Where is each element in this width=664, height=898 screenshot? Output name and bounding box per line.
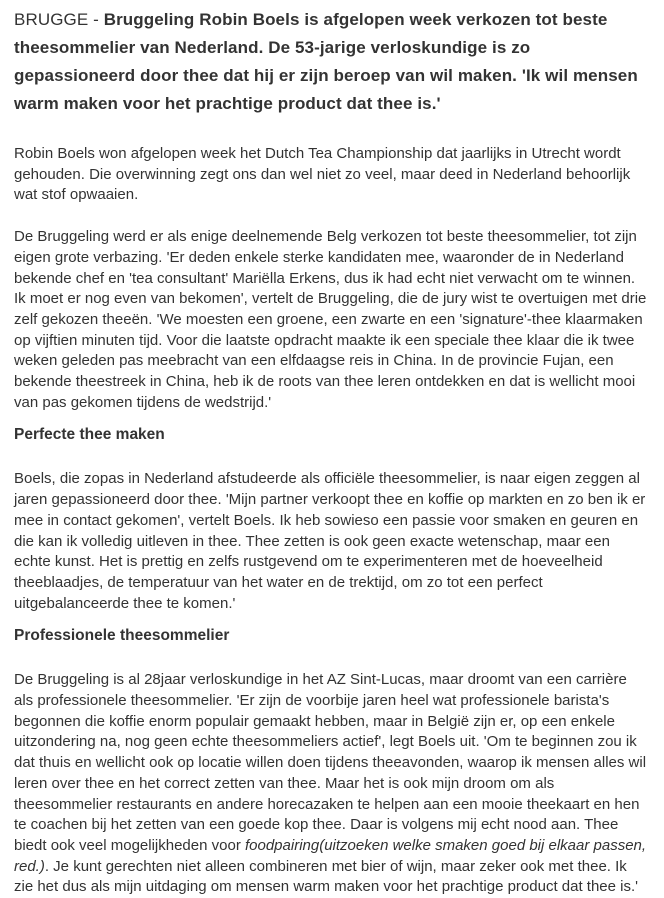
article-paragraph-4 xyxy=(14,670,650,898)
paragraph-4-text-after-italic: . Je kunt gerechten niet alleen combineren met bier of wijn, maar zeker ook met thee. Ik zie het dus als mijn uitdaging om mensen warm maken voor het prachtige product dat thee is.' xyxy=(14,857,639,896)
dateline: BRUGGE - xyxy=(14,10,104,29)
lede-text: Bruggeling Robin Boels is afgelopen week verkozen tot beste theesommelier van Nederland. De 53-jarige verloskundige is zo gepassioneerd door thee dat hij er zijn beroep van wil maken. 'Ik wil mensen warm maken voor het prachtige product dat thee is.' xyxy=(14,10,638,113)
section-heading-professionele-theesommelier: Professionele theesommelier xyxy=(14,627,230,645)
article-paragraph-1: Robin Boels won afgelopen week het Dutch Tea Championship dat jaarlijks in Utrecht wordt gehouden. Die overwinning zegt ons dan wel niet zo veel, maar deed in Nederland behoorlijk wat stof opwaaien. xyxy=(14,145,631,204)
section-heading-perfecte-thee-maken: Perfecte thee maken xyxy=(14,426,165,444)
article-paragraph-3: Boels, die zopas in Nederland afstudeerde als officiële theesommelier, is naar eigen zeggen al jaren gepassioneerd door thee. 'Mijn partner verkoopt thee en koffie op markten en zo ben ik er mee in contact gekomen', vertelt Boels. Ik heb sowieso een passie voor smaken en geuren en die kan ik volledig uitleven in thee. Thee zetten is ook geen exacte wetenschap, maar een echte kunst. Het is prettig en zelfs rustgevend om te experimenteren met de hoeveelheid theeblaadjes, de temperatuur van het water en de trektijd, om zo tot een perfect uitgebalanceerde thee te komen.' xyxy=(14,470,646,612)
paragraph-4-italic-foodpairing: foodpairing(uitzoeken welke smaken goed bij elkaar passen, red.) xyxy=(14,836,647,875)
article-paragraph-2: De Bruggeling werd er als enige deelnemende Belg verkozen tot beste theesommelier, tot zijn eigen grote verbazing. 'Er deden enkele sterke kandidaten mee, waaronder de in Nederland bekende chef en 'tea consultant' Mariëlla Erkens, dus ik had echt niet verwacht om te winnen. Ik moet er nog even van bekomen', vertelt de Bruggeling, die de jury wist te overtuigen met drie zelf gekozen theeën. 'We moesten een groene, een zwarte en een 'signature'-thee klaarmaken op vijftien minuten tijd. Voor die laatste opdracht maakte ik een speciale thee klaar die ik twee weken geleden pas meebracht van een elfdaagse reis in China. In de provincie Fujan, een bekende theestreek in China, heb ik de roots van thee leren ontdekken en dat is wellicht mooi van pas gekomen tijdens de wedstrijd.' xyxy=(14,228,647,411)
article-lede xyxy=(14,6,650,118)
paragraph-4-text-before-italic: De Bruggeling is al 28jaar verloskundige in het AZ Sint-Lucas, maar droomt van een carrière als professionele theesommelier. 'Er zijn de voorbije jaren heel wat professionele barista's begonnen die koffie enorm populair gemaakt hebben, maar in België zijn er, op een enkele uitzondering na, nog geen echte theesommeliers actief', legt Boels uit. 'Om te beginnen zou ik dat thuis en wellicht ook op locatie willen doen tijdens theeavonden, waarop ik mensen alles wil leren over thee en het correct zetten van thee. Maar het is ook mijn droom om als theesommelier restaurants en andere horecazaken te helpen aan een mooie theekaart en hen te coachen bij het zetten van een goede kop thee. Daar is volgens mij echt nood aan. Thee biedt ook veel mogelijkheden voor xyxy=(14,671,647,854)
